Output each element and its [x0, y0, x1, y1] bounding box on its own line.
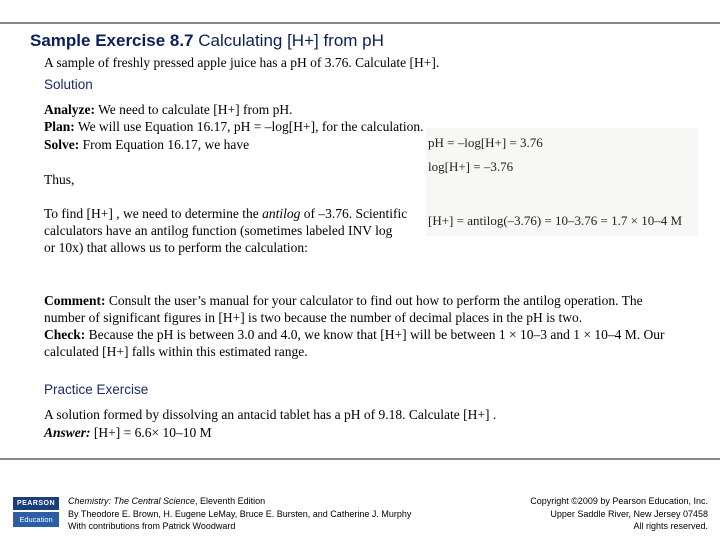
footer-book-info: Chemistry: The Central Science, Eleventh Edition By Theodore E. Brown, H. Eugene LeMay, Bruce E. Bursten, and Catherine J. Murphy With contributions from Patrick Woodward — [68, 496, 412, 531]
equation-3: [H+] = antilog(–3.76) = 10–3.76 = 1.7 × 10–4 M — [428, 213, 683, 228]
pearson-logo — [13, 497, 59, 527]
footer-copyright: Copyright ©2009 by Pearson Education, Inc. Upper Saddle River, New Jersey 07458 All rights reserved. — [530, 496, 708, 531]
equation-image — [426, 128, 698, 236]
comment-line-1: Comment: Consult the user’s manual for your calculator to find out how to perform the antilog operation. The — [44, 293, 643, 308]
practice-text: A solution formed by dissolving an antacid tablet has a pH of 9.18. Calculate [H+] . — [44, 407, 497, 422]
find-line-1: To find [H+] , we need to determine the antilog of –3.76. Scientific — [44, 206, 408, 221]
solution-heading: Solution — [44, 77, 93, 92]
logo-wordmark: PEARSON — [13, 497, 59, 510]
plan-line: Plan: We will use Equation 16.17, pH = –log[H+], for the calculation. — [44, 119, 424, 134]
practice-heading: Practice Exercise — [44, 382, 149, 397]
bottom-rule — [0, 458, 720, 460]
practice-answer: Answer: [H+] = 6.6× 10–10 M — [44, 425, 212, 440]
find-line-3: or 10x) that allows us to perform the calculation: — [44, 240, 308, 255]
check-line-2: calculated [H+] falls within this estimated range. — [44, 344, 308, 359]
equation-1: pH = –log[H+] = 3.76 — [428, 135, 543, 150]
find-line-2: calculators have an antilog function (sometimes labeled INV log — [44, 223, 393, 238]
problem-text: A sample of freshly pressed apple juice has a pH of 3.76. Calculate [H+]. — [44, 55, 440, 70]
solve-line: Solve: From Equation 16.17, we have — [44, 137, 250, 152]
top-rule — [0, 22, 720, 24]
page-title: Sample Exercise 8.7 Calculating [H+] from pH — [30, 31, 384, 50]
logo-subtitle: Education — [13, 512, 59, 527]
thus-text: Thus, — [44, 172, 75, 187]
equation-2: log[H+] = –3.76 — [428, 159, 514, 174]
check-line-1: Check: Because the pH is between 3.0 and 4.0, we know that [H+] will be between 1 × 10–3 and 1 × 10–4 M. Our — [44, 327, 665, 342]
analyze-line: Analyze: We need to calculate [H+] from pH. — [44, 102, 293, 117]
comment-line-2: number of significant figures in [H+] is two because the number of decimal places in the pH is two. — [44, 310, 583, 325]
